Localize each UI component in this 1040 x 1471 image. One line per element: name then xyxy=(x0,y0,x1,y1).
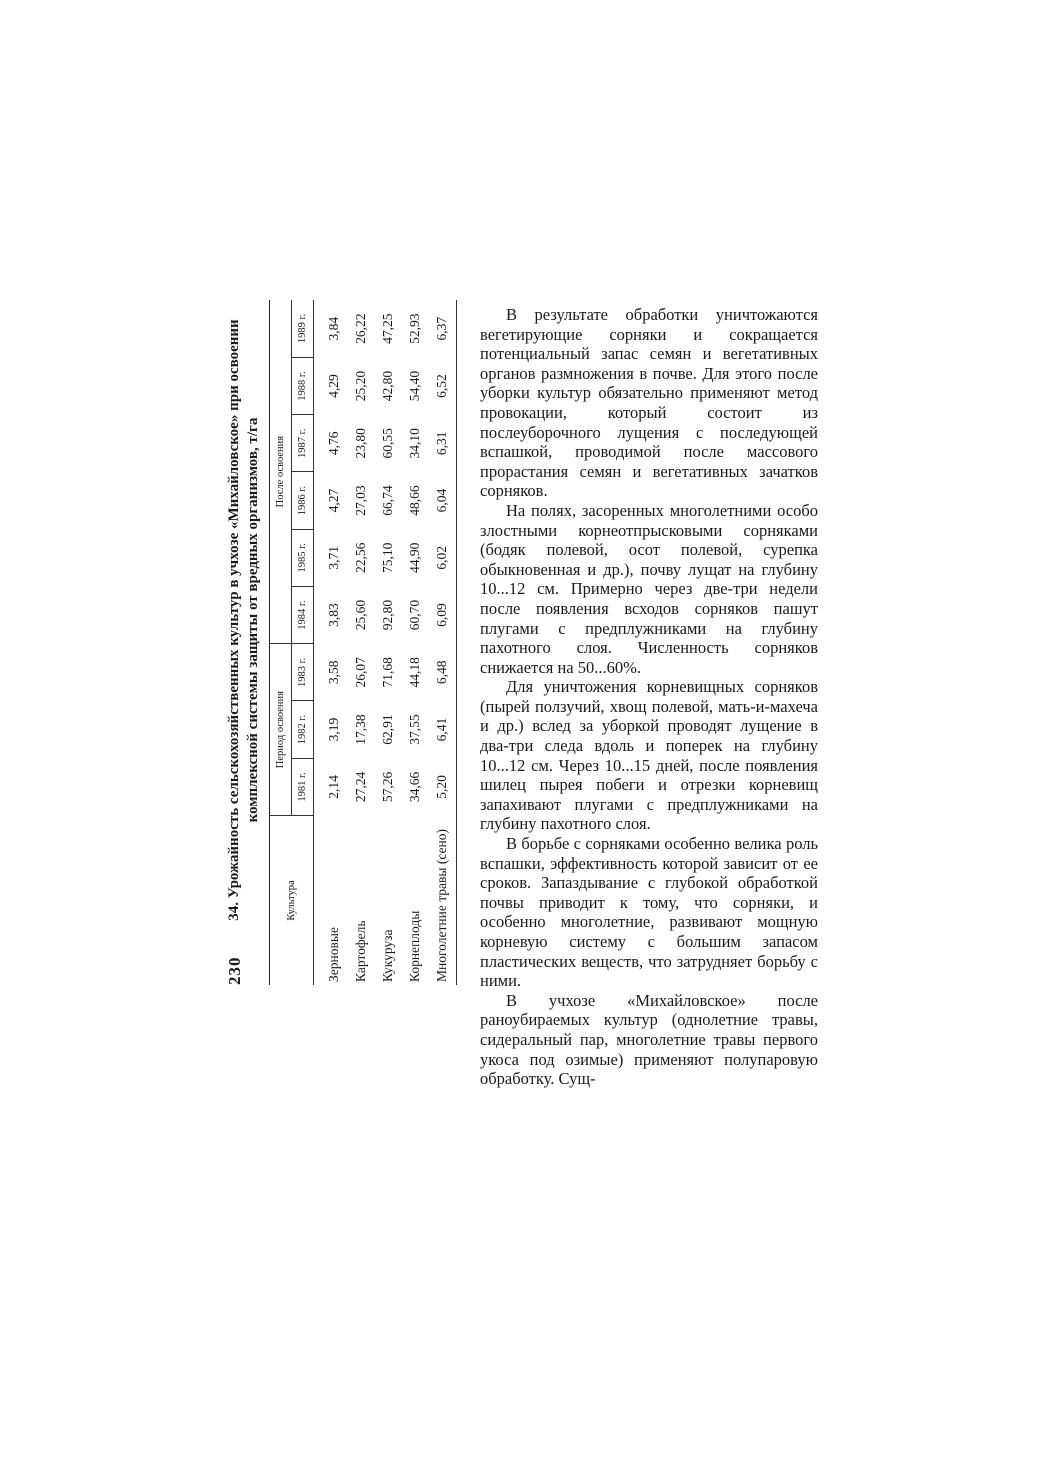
table-cell: 22,56 xyxy=(353,542,368,573)
header-year: 1988 г. xyxy=(292,357,314,414)
table-cell: 34,66 xyxy=(407,771,422,803)
header-year: 1987 г. xyxy=(292,415,314,472)
table-row xyxy=(429,300,457,985)
table-cell: 25,60 xyxy=(353,599,368,631)
header-period-development: Период освоения xyxy=(270,644,292,816)
table-cell: 6,37 xyxy=(429,300,457,357)
table-cell: 37,55 xyxy=(407,714,422,745)
page-number: 230 xyxy=(225,956,244,985)
paragraph: В учхозе «Михайловское» после раноубираемых культур (однолетние травы, сидеральный пар, многолетние травы первого укоса под озимые) применяют полупаровую обработку. Сущ- xyxy=(480,990,818,1089)
crop-name: Многолетние травы (сено) xyxy=(429,816,457,986)
table-cell: 48,66 xyxy=(407,485,422,516)
table-cell: 71,68 xyxy=(380,657,395,688)
table-cell: 3,19 xyxy=(326,717,341,742)
paragraph: В борьбе с сорняками особенно велика роль вспашки, эффективность которой зависит от ее сроков. Запаздывание с глубокой обработкой почвы приводит к тому, что сорняки, и особенно многолетние, развивают мощную корневую систему с большим запасом пластических веществ, что затрудняет борьбу с ними. xyxy=(480,834,818,991)
table-cell: 26,22 xyxy=(353,313,368,344)
crop-name: Корнеплоды xyxy=(407,910,422,982)
table-cell: 3,58 xyxy=(326,660,341,685)
crop-name: Кукуруза xyxy=(380,929,395,982)
table-cell: 44,90 xyxy=(407,542,422,573)
table-cell: 54,40 xyxy=(407,370,422,402)
table-cell: 34,10 xyxy=(407,428,422,459)
crop-name: Картофель xyxy=(353,920,368,982)
header-year: 1985 г. xyxy=(292,529,314,586)
table-cell: 6,31 xyxy=(429,415,457,472)
table-cell: 4,29 xyxy=(326,374,341,398)
header-year: 1982 г. xyxy=(292,701,314,758)
table-cell: 6,04 xyxy=(429,472,457,529)
table-cell: 3,83 xyxy=(326,603,341,627)
table-row xyxy=(402,300,429,985)
table-row xyxy=(314,300,349,985)
rotated-table-region xyxy=(225,295,475,985)
table-cell: 3,84 xyxy=(326,316,341,341)
header-year: 1983 г. xyxy=(292,644,314,701)
table-cell: 2,14 xyxy=(326,775,341,799)
header-crop: Культура xyxy=(270,816,314,986)
table-cell: 6,09 xyxy=(429,586,457,643)
table-row xyxy=(348,300,375,985)
body-text-column xyxy=(480,305,818,1089)
header-period-after: После освоения xyxy=(270,300,292,644)
table-cell: 44,18 xyxy=(407,657,422,688)
table-cell: 60,55 xyxy=(380,428,395,459)
table-cell: 6,41 xyxy=(429,701,457,758)
table-cell: 3,71 xyxy=(326,546,341,570)
table-cell: 27,24 xyxy=(353,771,368,803)
crop-name: Зерновые xyxy=(326,927,341,982)
header-year: 1984 г. xyxy=(292,586,314,643)
header-year: 1981 г. xyxy=(292,758,314,815)
table-cell: 6,48 xyxy=(429,644,457,701)
table-cell: 17,38 xyxy=(353,714,368,745)
table-header-row xyxy=(270,300,292,985)
paragraph: На полях, засоренных многолетними особо злостными корнеотпрысковыми сорняками (бодяк полевой, осот полевой, сурепка обыкновенная и др.), почву лущат на глубину 10...12 см. Примерно через две-три недели после появления всходов сорняков пашут плугами с предплужниками на глубину пахотного слоя. Численность сорняков снижается на 50...60%. xyxy=(480,500,818,677)
table-cell: 75,10 xyxy=(380,542,395,573)
table-cell: 52,93 xyxy=(407,313,422,344)
rotated-table-content xyxy=(225,295,475,985)
table-cell: 6,52 xyxy=(429,357,457,414)
table-cell: 27,03 xyxy=(353,485,368,516)
table-title: 34. Урожайность сельскохозяйственных культур в учхозе «Михайловское» при освоении комплексной системы защиты от вредных организмов, т/га xyxy=(226,319,261,921)
table-cell: 4,76 xyxy=(326,431,341,456)
table-cell: 62,91 xyxy=(380,714,395,745)
table-row xyxy=(375,300,402,985)
table-cell: 42,80 xyxy=(380,370,395,402)
table-cell: 23,80 xyxy=(353,428,368,459)
table-cell: 57,26 xyxy=(380,771,395,803)
table-cell: 60,70 xyxy=(407,599,422,631)
table-cell: 66,74 xyxy=(380,485,395,516)
table-cell: 4,27 xyxy=(326,488,341,513)
header-year: 1989 г. xyxy=(292,300,314,357)
header-year: 1986 г. xyxy=(292,472,314,529)
paragraph: Для уничтожения корневищных сорняков (пырей ползучий, хвощ полевой, мать-и-махеча и др.) вслед за уборкой проводят лущение в два-три следа вдоль и поперек на глубину 10...12 см. Через 10...15 дней, после появления шилец пырея побеги и отрезки корневищ запахивают плугами с предплужниками на глубину пахотного слоя. xyxy=(480,677,818,834)
table-cell: 25,20 xyxy=(353,370,368,402)
table-cell: 26,07 xyxy=(353,657,368,688)
table-cell: 6,02 xyxy=(429,529,457,586)
table-cell: 5,20 xyxy=(429,758,457,815)
table-cell: 47,25 xyxy=(380,313,395,344)
table-cell: 92,80 xyxy=(380,599,395,631)
paragraph: В результате обработки уничтожаются вегетирующие сорняки и сокращается потенциальный запас семян и вегетативных органов размножения в почве. Для этого после уборки культур обязательно применяют метод провокации, который состоит из послеуборочного лущения с последующей вспашкой, проводимой после массового прорастания семян и вегетативных зачатков сорняков. xyxy=(480,305,818,501)
yield-table xyxy=(269,300,457,985)
